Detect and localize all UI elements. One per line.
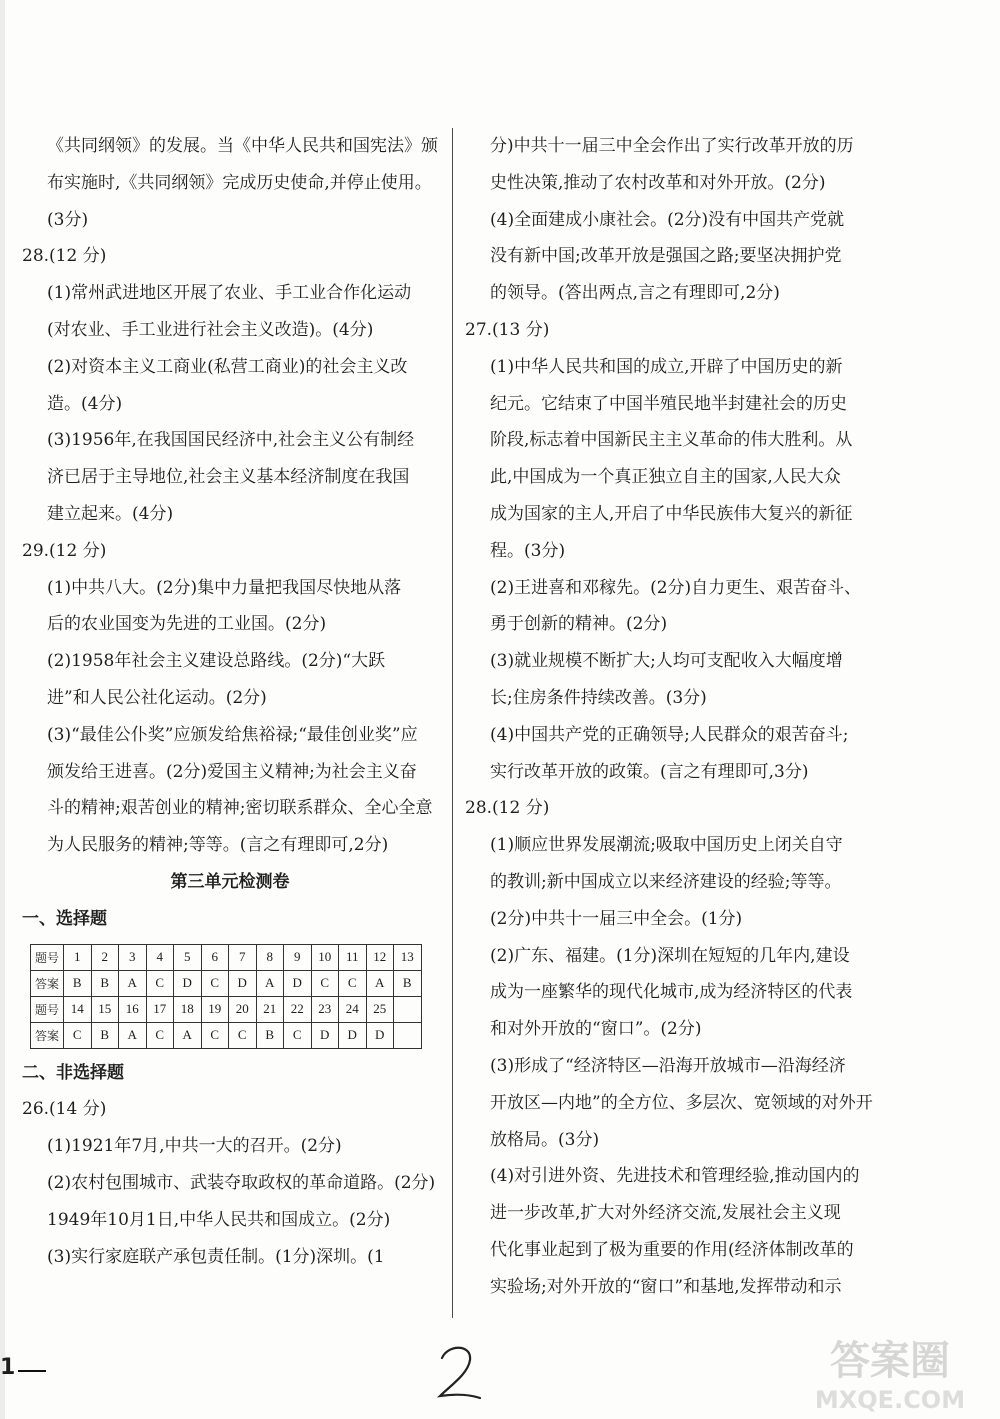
page-binding-edge bbox=[0, 0, 5, 1419]
table-cell: 8 bbox=[256, 944, 284, 970]
question-26-header: 26.(14 分) bbox=[22, 1099, 107, 1120]
table-cell: 4 bbox=[146, 944, 174, 970]
question-28-header: 28.(12 分) bbox=[22, 246, 107, 267]
text-line: (3分) bbox=[47, 209, 89, 230]
text-line: (对农业、手工业进行社会主义改造)。(4分) bbox=[47, 319, 374, 340]
table-cell: 2 bbox=[91, 944, 119, 970]
watermark-url: MXQE.COM bbox=[814, 1386, 966, 1414]
table-row bbox=[31, 970, 422, 996]
text-line: 建立起来。(4分) bbox=[47, 503, 174, 524]
table-cell: 题号 bbox=[31, 996, 64, 1022]
table-cell: 19 bbox=[201, 996, 229, 1022]
table-cell: 22 bbox=[284, 996, 312, 1022]
text-line: (3)实行家庭联产承包责任制。(1分)深圳。(1 bbox=[47, 1246, 385, 1267]
text-line: 进一步改革,扩大对外经济交流,发展社会主义现 bbox=[490, 1203, 841, 1224]
text-line: 1949年10月1日,中华人民共和国成立。(2分) bbox=[47, 1209, 391, 1230]
table-cell: B bbox=[64, 970, 92, 996]
text-line: (1)1921年7月,中共一大的召开。(2分) bbox=[47, 1136, 342, 1157]
table-cell: 23 bbox=[311, 996, 339, 1022]
table-cell: B bbox=[256, 1022, 284, 1048]
table-cell: 题号 bbox=[31, 944, 64, 970]
table-cell: D bbox=[339, 1022, 367, 1048]
text-line: 为人民服务的精神;等等。(言之有理即可,2分) bbox=[47, 835, 389, 856]
text-line: 代化事业起到了极为重要的作用(经济体制改革的 bbox=[490, 1239, 854, 1260]
text-line: 造。(4分) bbox=[47, 393, 123, 414]
unit-title: 第三单元检测卷 bbox=[170, 871, 290, 892]
page-number-dash bbox=[18, 1370, 46, 1372]
table-row bbox=[31, 944, 422, 970]
table-cell: A bbox=[119, 1022, 147, 1048]
table-cell: 6 bbox=[201, 944, 229, 970]
question-29-header: 29.(12 分) bbox=[22, 540, 107, 561]
text-line: (3)1956年,在我国国民经济中,社会主义公有制经 bbox=[47, 430, 415, 451]
table-cell: 答案 bbox=[31, 970, 64, 996]
table-cell: D bbox=[284, 970, 312, 996]
table-cell: A bbox=[174, 1022, 202, 1048]
table-cell: B bbox=[91, 1022, 119, 1048]
table-cell: 10 bbox=[311, 944, 339, 970]
right-column bbox=[465, 128, 879, 1306]
text-line: 成为国家的主人,开启了中华民族伟大复兴的新征 bbox=[490, 503, 853, 524]
text-line: (2)王进喜和邓稼先。(2分)自力更生、艰苦奋斗、 bbox=[490, 577, 862, 598]
table-cell: 11 bbox=[339, 944, 367, 970]
table-cell: 25 bbox=[366, 996, 394, 1022]
text-line: (1)常州武进地区开展了农业、手工业合作化运动 bbox=[47, 283, 412, 304]
text-line: (1)顺应世界发展潮流;吸取中国历史上闭关自守 bbox=[490, 835, 843, 856]
table-cell: 9 bbox=[284, 944, 312, 970]
handwritten-mark-icon bbox=[428, 1340, 488, 1402]
table-cell: 17 bbox=[146, 996, 174, 1022]
text-line: 的教训;新中国成立以来经济建设的经验;等等。 bbox=[490, 871, 842, 892]
table-cell bbox=[394, 996, 422, 1022]
table-cell: 5 bbox=[174, 944, 202, 970]
text-line: 《共同纲领》的发展。当《中华人民共和国宪法》颁 bbox=[47, 136, 438, 156]
table-cell: 16 bbox=[119, 996, 147, 1022]
text-line: 勇于创新的精神。(2分) bbox=[490, 614, 668, 635]
text-line: 阶段,标志着中国新民主主义革命的伟大胜利。从 bbox=[490, 430, 853, 451]
text-line: 进”和人民公社化运动。(2分) bbox=[47, 687, 267, 708]
table-cell: 1 bbox=[64, 944, 92, 970]
table-cell: D bbox=[366, 1022, 394, 1048]
text-line: (3)就业规模不断扩大;人均可支配收入大幅度增 bbox=[490, 651, 843, 672]
table-cell: 7 bbox=[229, 944, 257, 970]
text-line: (4)对引进外资、先进技术和管理经验,推动国内的 bbox=[490, 1166, 860, 1187]
table-cell: 15 bbox=[91, 996, 119, 1022]
table-row bbox=[31, 1022, 422, 1048]
table-cell: D bbox=[174, 970, 202, 996]
text-line: 成为一座繁华的现代化城市,成为经济特区的代表 bbox=[490, 982, 853, 1003]
table-cell: 20 bbox=[229, 996, 257, 1022]
section-title-choice: 一、选择题 bbox=[22, 908, 107, 929]
text-line: (2)对资本主义工商业(私营工商业)的社会主义改 bbox=[47, 356, 408, 377]
page-number: 1 bbox=[0, 1355, 16, 1380]
text-line: 实行改革开放的政策。(言之有理即可,3分) bbox=[490, 761, 809, 782]
table-cell: 14 bbox=[64, 996, 92, 1022]
table-cell: B bbox=[394, 970, 422, 996]
text-line: (1)中华人民共和国的成立,开辟了中国历史的新 bbox=[490, 356, 843, 377]
table-cell: 24 bbox=[339, 996, 367, 1022]
left-column bbox=[22, 128, 438, 1275]
text-line: 长;住房条件持续改善。(3分) bbox=[490, 687, 707, 708]
table-cell: 答案 bbox=[31, 1022, 64, 1048]
table-cell: C bbox=[64, 1022, 92, 1048]
text-line: 分)中共十一届三中全会作出了实行改革开放的历 bbox=[490, 136, 854, 156]
table-cell: A bbox=[119, 970, 147, 996]
text-line: (4)全面建成小康社会。(2分)没有中国共产党就 bbox=[490, 209, 845, 230]
text-line: (2)广东、福建。(1分)深圳在短短的几年内,建设 bbox=[490, 945, 850, 966]
text-line: 实验场;对外开放的“窗口”和基地,发挥带动和示 bbox=[490, 1276, 842, 1297]
table-row bbox=[31, 996, 422, 1022]
table-cell: C bbox=[339, 970, 367, 996]
table-cell: 18 bbox=[174, 996, 202, 1022]
table-cell: 12 bbox=[366, 944, 394, 970]
question-28-header: 28.(12 分) bbox=[465, 798, 550, 819]
column-divider bbox=[452, 128, 453, 1318]
text-line: 开放区—内地”的全方位、多层次、宽领域的对外开 bbox=[490, 1092, 873, 1113]
text-line: 济已居于主导地位,社会主义基本经济制度在我国 bbox=[47, 467, 410, 488]
text-line: (1)中共八大。(2分)集中力量把我国尽快地从落 bbox=[47, 577, 402, 598]
text-line: (2)农村包围城市、武装夺取政权的革命道路。(2分) bbox=[47, 1172, 436, 1193]
text-line: 后的农业国变为先进的工业国。(2分) bbox=[47, 614, 327, 635]
table-cell: D bbox=[311, 1022, 339, 1048]
table-cell: C bbox=[229, 1022, 257, 1048]
table-cell: D bbox=[229, 970, 257, 996]
text-line: 纪元。它结束了中国半殖民地半封建社会的历史 bbox=[490, 393, 847, 414]
text-line: 的领导。(答出两点,言之有理即可,2分) bbox=[490, 283, 780, 304]
text-line: 斗的精神;艰苦创业的精神;密切联系群众、全心全意 bbox=[47, 798, 433, 819]
text-line: 布实施时,《共同纲领》完成历史使命,并停止使用。 bbox=[47, 172, 432, 193]
table-cell bbox=[394, 1022, 422, 1048]
table-cell: C bbox=[201, 970, 229, 996]
text-line: (3)形成了“经济特区—沿海开放城市—沿海经济 bbox=[490, 1055, 846, 1076]
table-cell: C bbox=[284, 1022, 312, 1048]
watermark-text: 答案圈 bbox=[830, 1338, 950, 1384]
text-line: 程。(3分) bbox=[490, 540, 566, 561]
text-line: (3)“最佳公仆奖”应颁发给焦裕禄;“最佳创业奖”应 bbox=[47, 724, 418, 745]
question-27-header: 27.(13 分) bbox=[465, 319, 550, 340]
text-line: (2分)中共十一届三中全会。(1分) bbox=[490, 908, 743, 929]
text-line: 此,中国成为一个真正独立自主的国家,人民大众 bbox=[490, 467, 841, 488]
table-cell: 3 bbox=[119, 944, 147, 970]
table-cell: C bbox=[201, 1022, 229, 1048]
text-line: (4)中国共产党的正确领导;人民群众的艰苦奋斗; bbox=[490, 724, 849, 745]
table-cell: B bbox=[91, 970, 119, 996]
table-cell: C bbox=[146, 1022, 174, 1048]
table-cell: C bbox=[146, 970, 174, 996]
table-cell: A bbox=[366, 970, 394, 996]
table-cell: C bbox=[311, 970, 339, 996]
text-line: (2)1958年社会主义建设总路线。(2分)“大跃 bbox=[47, 651, 386, 672]
watermark-logo-icon bbox=[790, 1330, 990, 1415]
answer-table bbox=[30, 944, 422, 1049]
table-cell: 21 bbox=[256, 996, 284, 1022]
text-line: 颁发给王进喜。(2分)爱国主义精神;为社会主义奋 bbox=[47, 761, 417, 782]
text-line: 史性决策,推动了农村改革和对外开放。(2分) bbox=[490, 172, 826, 193]
table-cell: 13 bbox=[394, 944, 422, 970]
text-line: 和对外开放的“窗口”。(2分) bbox=[490, 1019, 702, 1040]
text-line: 放格局。(3分) bbox=[490, 1129, 600, 1150]
text-line: 没有新中国;改革开放是强国之路;要坚决拥护党 bbox=[490, 246, 842, 267]
section-title-nonchoice: 二、非选择题 bbox=[22, 1062, 124, 1083]
table-cell: A bbox=[256, 970, 284, 996]
